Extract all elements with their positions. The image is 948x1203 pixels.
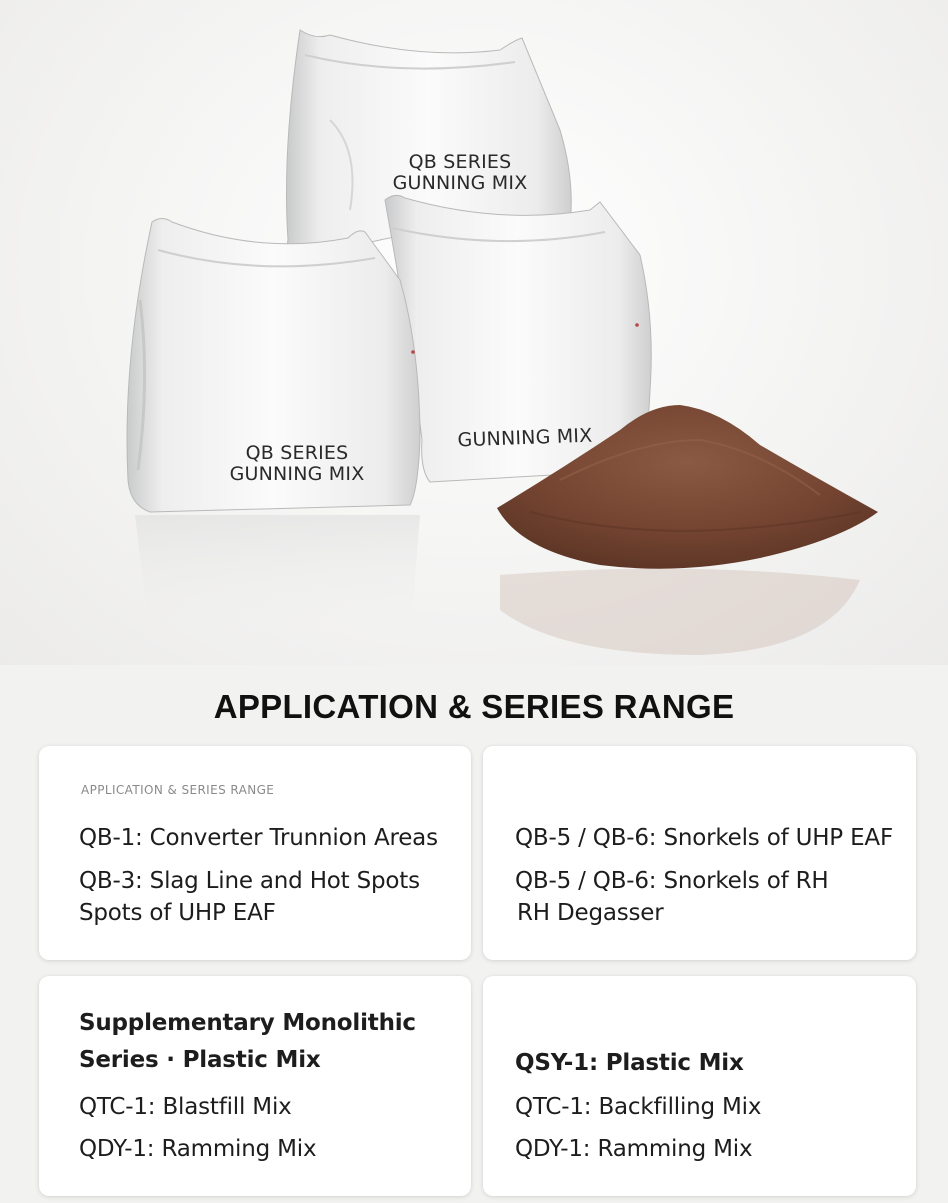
card-top-right xyxy=(483,746,916,960)
card-top-left xyxy=(39,746,471,960)
section-title: APPLICATION & SERIES RANGE xyxy=(213,688,735,725)
card-line: QDY-1: Ramming Mix xyxy=(515,1136,753,1162)
card-line: RH Degasser xyxy=(517,900,664,926)
card-line: QB-3: Slag Line and Hot Spots xyxy=(79,868,420,894)
card-line: QB-1: Converter Trunnion Areas xyxy=(79,825,438,851)
card-line: Spots of UHP EAF xyxy=(79,900,276,926)
card-bottom-left xyxy=(39,976,471,1196)
bag-left-label-line-2: GUNNING MIX xyxy=(229,463,365,485)
bag-back-label xyxy=(380,152,540,194)
card-line: QB-5 / QB-6: Snorkels of UHP EAF xyxy=(515,825,893,851)
bag-back-label-line-2: GUNNING MIX xyxy=(392,172,528,194)
bag-left-label xyxy=(212,443,382,485)
card-line: QSY-1: Plastic Mix xyxy=(515,1050,744,1076)
card-line: QTC-1: Backfilling Mix xyxy=(515,1094,762,1120)
card-caption: APPLICATION & SERIES RANGE xyxy=(81,783,275,797)
bag-left-label-line-1: QB SERIES xyxy=(245,442,349,464)
card-heading-part: Series · Plastic Mix xyxy=(79,1047,321,1073)
card-line: QTC-1: Blastfill Mix xyxy=(79,1094,292,1120)
powder-reflection xyxy=(500,569,860,655)
bag-back-label-line-1: QB SERIES xyxy=(408,151,512,173)
card-heading: Supplementary Monolithic xyxy=(79,1010,416,1036)
card-line: QB-5 / QB-6: Snorkels of RH xyxy=(515,868,829,894)
card-line: QDY-1: Ramming Mix xyxy=(79,1136,317,1162)
card-heading-sub xyxy=(79,1047,321,1073)
card-bottom-right xyxy=(483,976,916,1196)
bag-reflection xyxy=(135,515,420,640)
bag-right-label: GUNNING MIX xyxy=(457,424,593,452)
